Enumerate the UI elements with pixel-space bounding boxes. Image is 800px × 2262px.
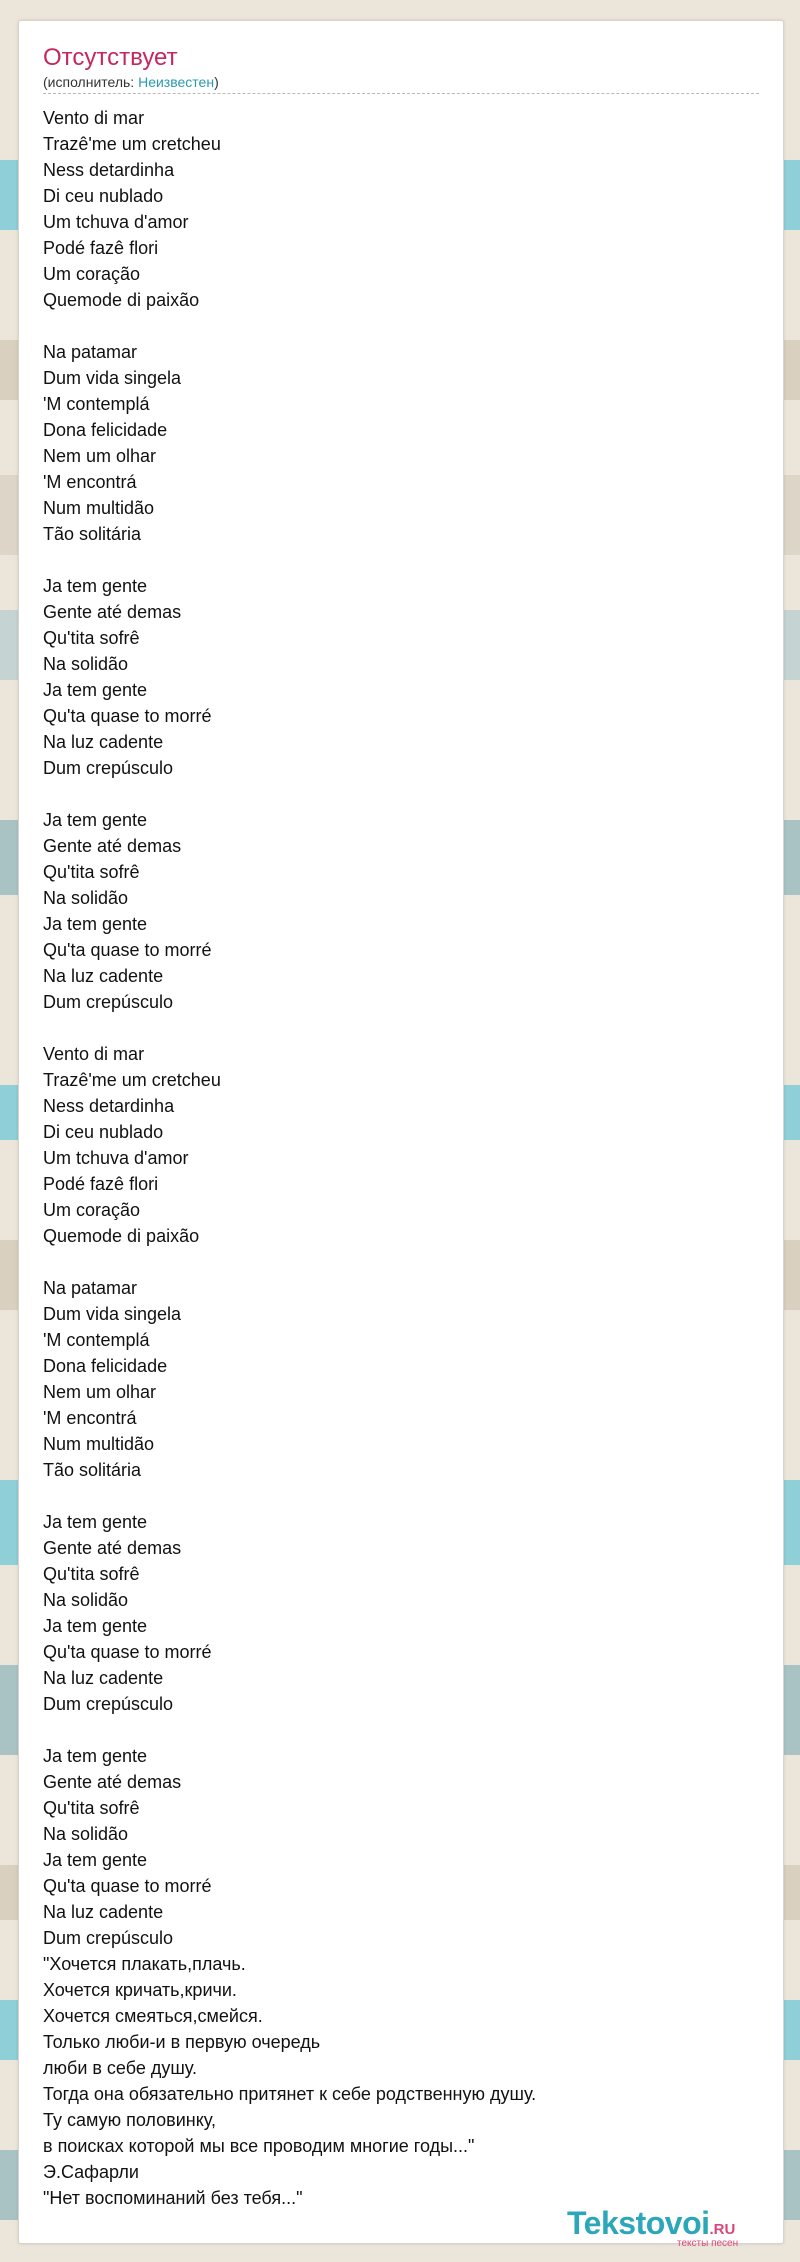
lyric-line: Num multidão (43, 498, 155, 518)
song-title: Отсутствует (43, 44, 178, 71)
lyric-line: Um tchuva d'amor (43, 212, 189, 232)
artist-line (43, 73, 219, 91)
lyric-line: Um coração (43, 1200, 141, 1220)
lyric-line: 'M contemplá (43, 394, 150, 414)
lyric-line: Gente até demas (43, 602, 182, 622)
lyric-line: Um tchuva d'amor (43, 1148, 189, 1168)
lyric-line: Хочется смеяться,смейся. (43, 2006, 263, 2026)
lyric-line: Ja tem gente (43, 1616, 148, 1636)
lyric-line: Ja tem gente (43, 810, 148, 830)
lyric-line: в поисках которой мы все проводим многие годы..." (43, 2136, 475, 2156)
lyric-line: Ту самую половинку, (43, 2110, 216, 2130)
lyric-line: Di ceu nublado (43, 1122, 164, 1142)
lyric-line: Ja tem gente (43, 576, 148, 596)
lyric-line: Tão solitária (43, 524, 142, 544)
lyric-line: Ja tem gente (43, 680, 148, 700)
lyric-line: Gente até demas (43, 1772, 182, 1792)
lyric-line: Na solidão (43, 1590, 129, 1610)
lyric-line: Num multidão (43, 1434, 155, 1454)
lyric-line: Dum vida singela (43, 1304, 182, 1324)
lyric-line: 'M encontrá (43, 1408, 137, 1428)
lyric-line: Na luz cadente (43, 966, 164, 986)
lyric-line: Dona felicidade (43, 420, 168, 440)
lyric-line: Ness detardinha (43, 1096, 175, 1116)
lyric-line: Qu'ta quase to morré (43, 706, 212, 726)
stanza-break (43, 1717, 759, 1743)
logo-tagline: тексты песен (677, 2238, 739, 2249)
lyric-line: Gente até demas (43, 1538, 182, 1558)
lyric-line: Qu'ta quase to morré (43, 1642, 212, 1662)
logo-name: Tekstovoi (567, 2205, 710, 2241)
lyric-line: Ja tem gente (43, 914, 148, 934)
lyric-line: Trazê'me um cretcheu (43, 1070, 221, 1090)
stanza-break (43, 1249, 759, 1275)
lyric-line: Хочется кричать,кричи. (43, 1980, 237, 2000)
lyric-line: Qu'tita sofrê (43, 862, 140, 882)
lyrics-card (18, 20, 784, 2249)
lyric-line: Podé fazê flori (43, 238, 159, 258)
artist-link[interactable]: Неизвестен (138, 74, 215, 90)
lyric-line: Ja tem gente (43, 1746, 148, 1766)
lyric-line: Na patamar (43, 1278, 138, 1298)
lyric-line: Vento di mar (43, 108, 145, 128)
lyric-line: Vento di mar (43, 1044, 145, 1064)
artist-suffix: ) (214, 74, 219, 90)
stanza-break (43, 1015, 759, 1041)
lyric-line: Trazê'me um cretcheu (43, 134, 221, 154)
lyric-line: Qu'ta quase to morré (43, 1876, 212, 1896)
lyric-line: Quemode di paixão (43, 290, 200, 310)
artist-prefix: (исполнитель: (43, 74, 139, 90)
lyric-line: Dum crepúsculo (43, 758, 174, 778)
lyric-line: Ness detardinha (43, 160, 175, 180)
lyric-line: Na solidão (43, 654, 129, 674)
lyric-line: Qu'ta quase to morré (43, 940, 212, 960)
lyric-line: Nem um olhar (43, 446, 157, 466)
logo-domain: .RU (709, 2221, 736, 2238)
lyric-line: 'M encontrá (43, 472, 137, 492)
site-logo[interactable] (567, 2205, 777, 2249)
lyric-line: Только люби-и в первую очередь (43, 2032, 321, 2052)
stanza-break (43, 781, 759, 807)
stanza-break (43, 313, 759, 339)
lyric-line: Na solidão (43, 888, 129, 908)
lyric-line: Dum vida singela (43, 368, 182, 388)
lyric-line: Nem um olhar (43, 1382, 157, 1402)
lyric-line: Qu'tita sofrê (43, 1798, 140, 1818)
lyric-line: Ja tem gente (43, 1850, 148, 1870)
lyric-line: Podé fazê flori (43, 1174, 159, 1194)
lyric-line: Dona felicidade (43, 1356, 168, 1376)
lyric-line: Qu'tita sofrê (43, 1564, 140, 1584)
lyric-line: Tão solitária (43, 1460, 142, 1480)
lyric-line: Um coração (43, 264, 141, 284)
lyric-line: Na luz cadente (43, 732, 164, 752)
stanza-break (43, 1483, 759, 1509)
stanza-break (43, 547, 759, 573)
lyric-line: люби в себе душу. (43, 2058, 198, 2078)
lyrics-text (43, 105, 759, 2211)
lyric-line: Qu'tita sofrê (43, 628, 140, 648)
lyric-line: Ja tem gente (43, 1512, 148, 1532)
lyric-line: Na luz cadente (43, 1902, 164, 1922)
lyric-line: Na solidão (43, 1824, 129, 1844)
lyric-line: Gente até demas (43, 836, 182, 856)
lyric-line: Na patamar (43, 342, 138, 362)
lyric-line: "Нет воспоминаний без тебя..." (43, 2188, 303, 2208)
lyric-line: Dum crepúsculo (43, 992, 174, 1012)
title-separator (43, 93, 759, 94)
lyric-line: Тогда она обязательно притянет к себе родственную душу. (43, 2084, 537, 2104)
lyric-line: Di ceu nublado (43, 186, 164, 206)
lyric-line: 'M contemplá (43, 1330, 150, 1350)
lyric-line: Na luz cadente (43, 1668, 164, 1688)
lyric-line: Dum crepúsculo (43, 1928, 174, 1948)
lyric-line: Quemode di paixão (43, 1226, 200, 1246)
lyric-line: Dum crepúsculo (43, 1694, 174, 1714)
lyric-line: "Хочется плакать,плачь. (43, 1954, 246, 1974)
lyric-line: Э.Сафарли (43, 2162, 139, 2182)
